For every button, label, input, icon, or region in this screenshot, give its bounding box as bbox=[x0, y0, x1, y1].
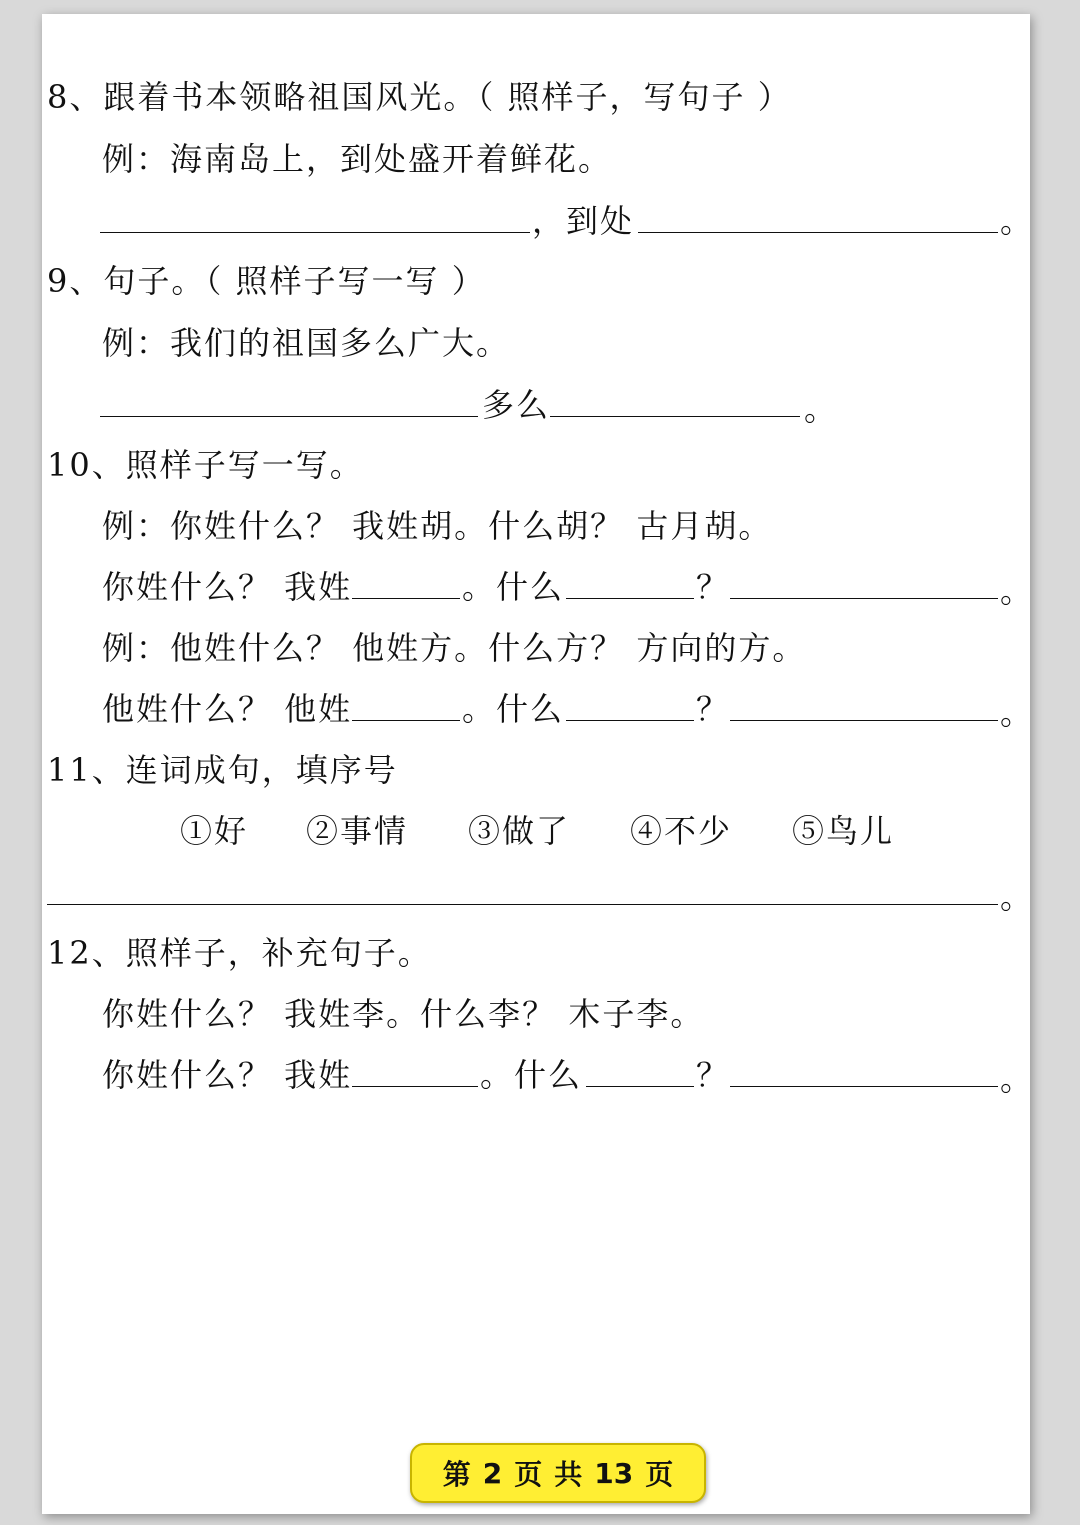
q10-row2-end: 。 bbox=[1000, 694, 1035, 732]
q10-row1-blank-surname[interactable] bbox=[352, 598, 460, 599]
q10-example-1: 例：你姓什么？ 我姓胡。什么胡？ 古月胡。 bbox=[102, 507, 773, 545]
q11-end: 。 bbox=[1000, 878, 1035, 916]
q12-blank-answer[interactable] bbox=[730, 1086, 998, 1087]
footer-label-ye-2: 页 bbox=[645, 1458, 674, 1491]
footer-current-page: 2 bbox=[482, 1456, 503, 1490]
q9-title: 9、句子。（ 照样子写一写 ） bbox=[47, 262, 486, 300]
q10-row1-start: 你姓什么？ 我姓 bbox=[102, 568, 353, 606]
footer-total-pages: 13 bbox=[594, 1456, 634, 1490]
q10-title: 10、照样子写一写。 bbox=[47, 446, 364, 484]
q11-option-1: ①好 bbox=[180, 812, 249, 850]
q10-row1-mid: 。什么 bbox=[462, 568, 565, 606]
q10-row2-blank-answer[interactable] bbox=[730, 720, 998, 721]
q11-answer-blank[interactable] bbox=[47, 904, 998, 905]
q10-row1-qmark: ？ bbox=[696, 568, 731, 606]
q9-blank-2[interactable] bbox=[550, 416, 800, 417]
q12-mid: 。什么 bbox=[480, 1056, 583, 1094]
q9-end: 。 bbox=[804, 390, 839, 428]
q8-title: 8、跟着书本领略祖国风光。（ 照样子，写句子 ） bbox=[47, 78, 792, 116]
q8-fill-mid: ，到处 bbox=[532, 202, 635, 240]
q10-example-2: 例：他姓什么？ 他姓方。什么方？ 方向的方。 bbox=[102, 629, 807, 667]
q12-qmark: ？ bbox=[696, 1056, 731, 1094]
q10-row1-blank-what[interactable] bbox=[566, 598, 694, 599]
q11-option-4: ④不少 bbox=[630, 812, 733, 850]
q10-row1-blank-answer[interactable] bbox=[730, 598, 998, 599]
q12-row-start: 你姓什么？ 我姓 bbox=[102, 1056, 353, 1094]
q12-blank-what[interactable] bbox=[586, 1086, 694, 1087]
q12-blank-surname[interactable] bbox=[352, 1086, 478, 1087]
q8-blank-1[interactable] bbox=[100, 232, 530, 233]
q11-option-2: ②事情 bbox=[306, 812, 409, 850]
q8-example: 例：海南岛上，到处盛开着鲜花。 bbox=[102, 140, 613, 178]
q10-row1-end: 。 bbox=[1000, 572, 1035, 610]
page-indicator bbox=[410, 1443, 706, 1503]
q11-option-5: ⑤鸟儿 bbox=[792, 812, 895, 850]
q9-example: 例：我们的祖国多么广大。 bbox=[102, 324, 511, 362]
footer-label-ye: 页 bbox=[514, 1458, 543, 1491]
q8-blank-2[interactable] bbox=[638, 232, 998, 233]
q11-option-3: ③做了 bbox=[468, 812, 571, 850]
q10-row2-blank-what[interactable] bbox=[566, 720, 694, 721]
q9-fill-mid: 多么 bbox=[482, 386, 551, 424]
q11-title: 11、连词成句，填序号 bbox=[47, 751, 398, 789]
footer-label-page: 第 bbox=[442, 1458, 471, 1491]
q10-row2-start: 他姓什么？ 他姓 bbox=[102, 690, 353, 728]
q9-blank-1[interactable] bbox=[100, 416, 478, 417]
footer-label-total: 共 bbox=[554, 1458, 583, 1491]
worksheet-page bbox=[42, 14, 1035, 1514]
q10-row2-blank-surname[interactable] bbox=[352, 720, 460, 721]
q10-row2-qmark: ？ bbox=[696, 690, 731, 728]
q12-end: 。 bbox=[1000, 1060, 1035, 1098]
q8-end: 。 bbox=[1000, 202, 1035, 240]
q12-title: 12、照样子，补充句子。 bbox=[47, 934, 432, 972]
q12-example: 你姓什么？ 我姓李。什么李？ 木子李。 bbox=[102, 995, 705, 1033]
q10-row2-mid: 。什么 bbox=[462, 690, 565, 728]
